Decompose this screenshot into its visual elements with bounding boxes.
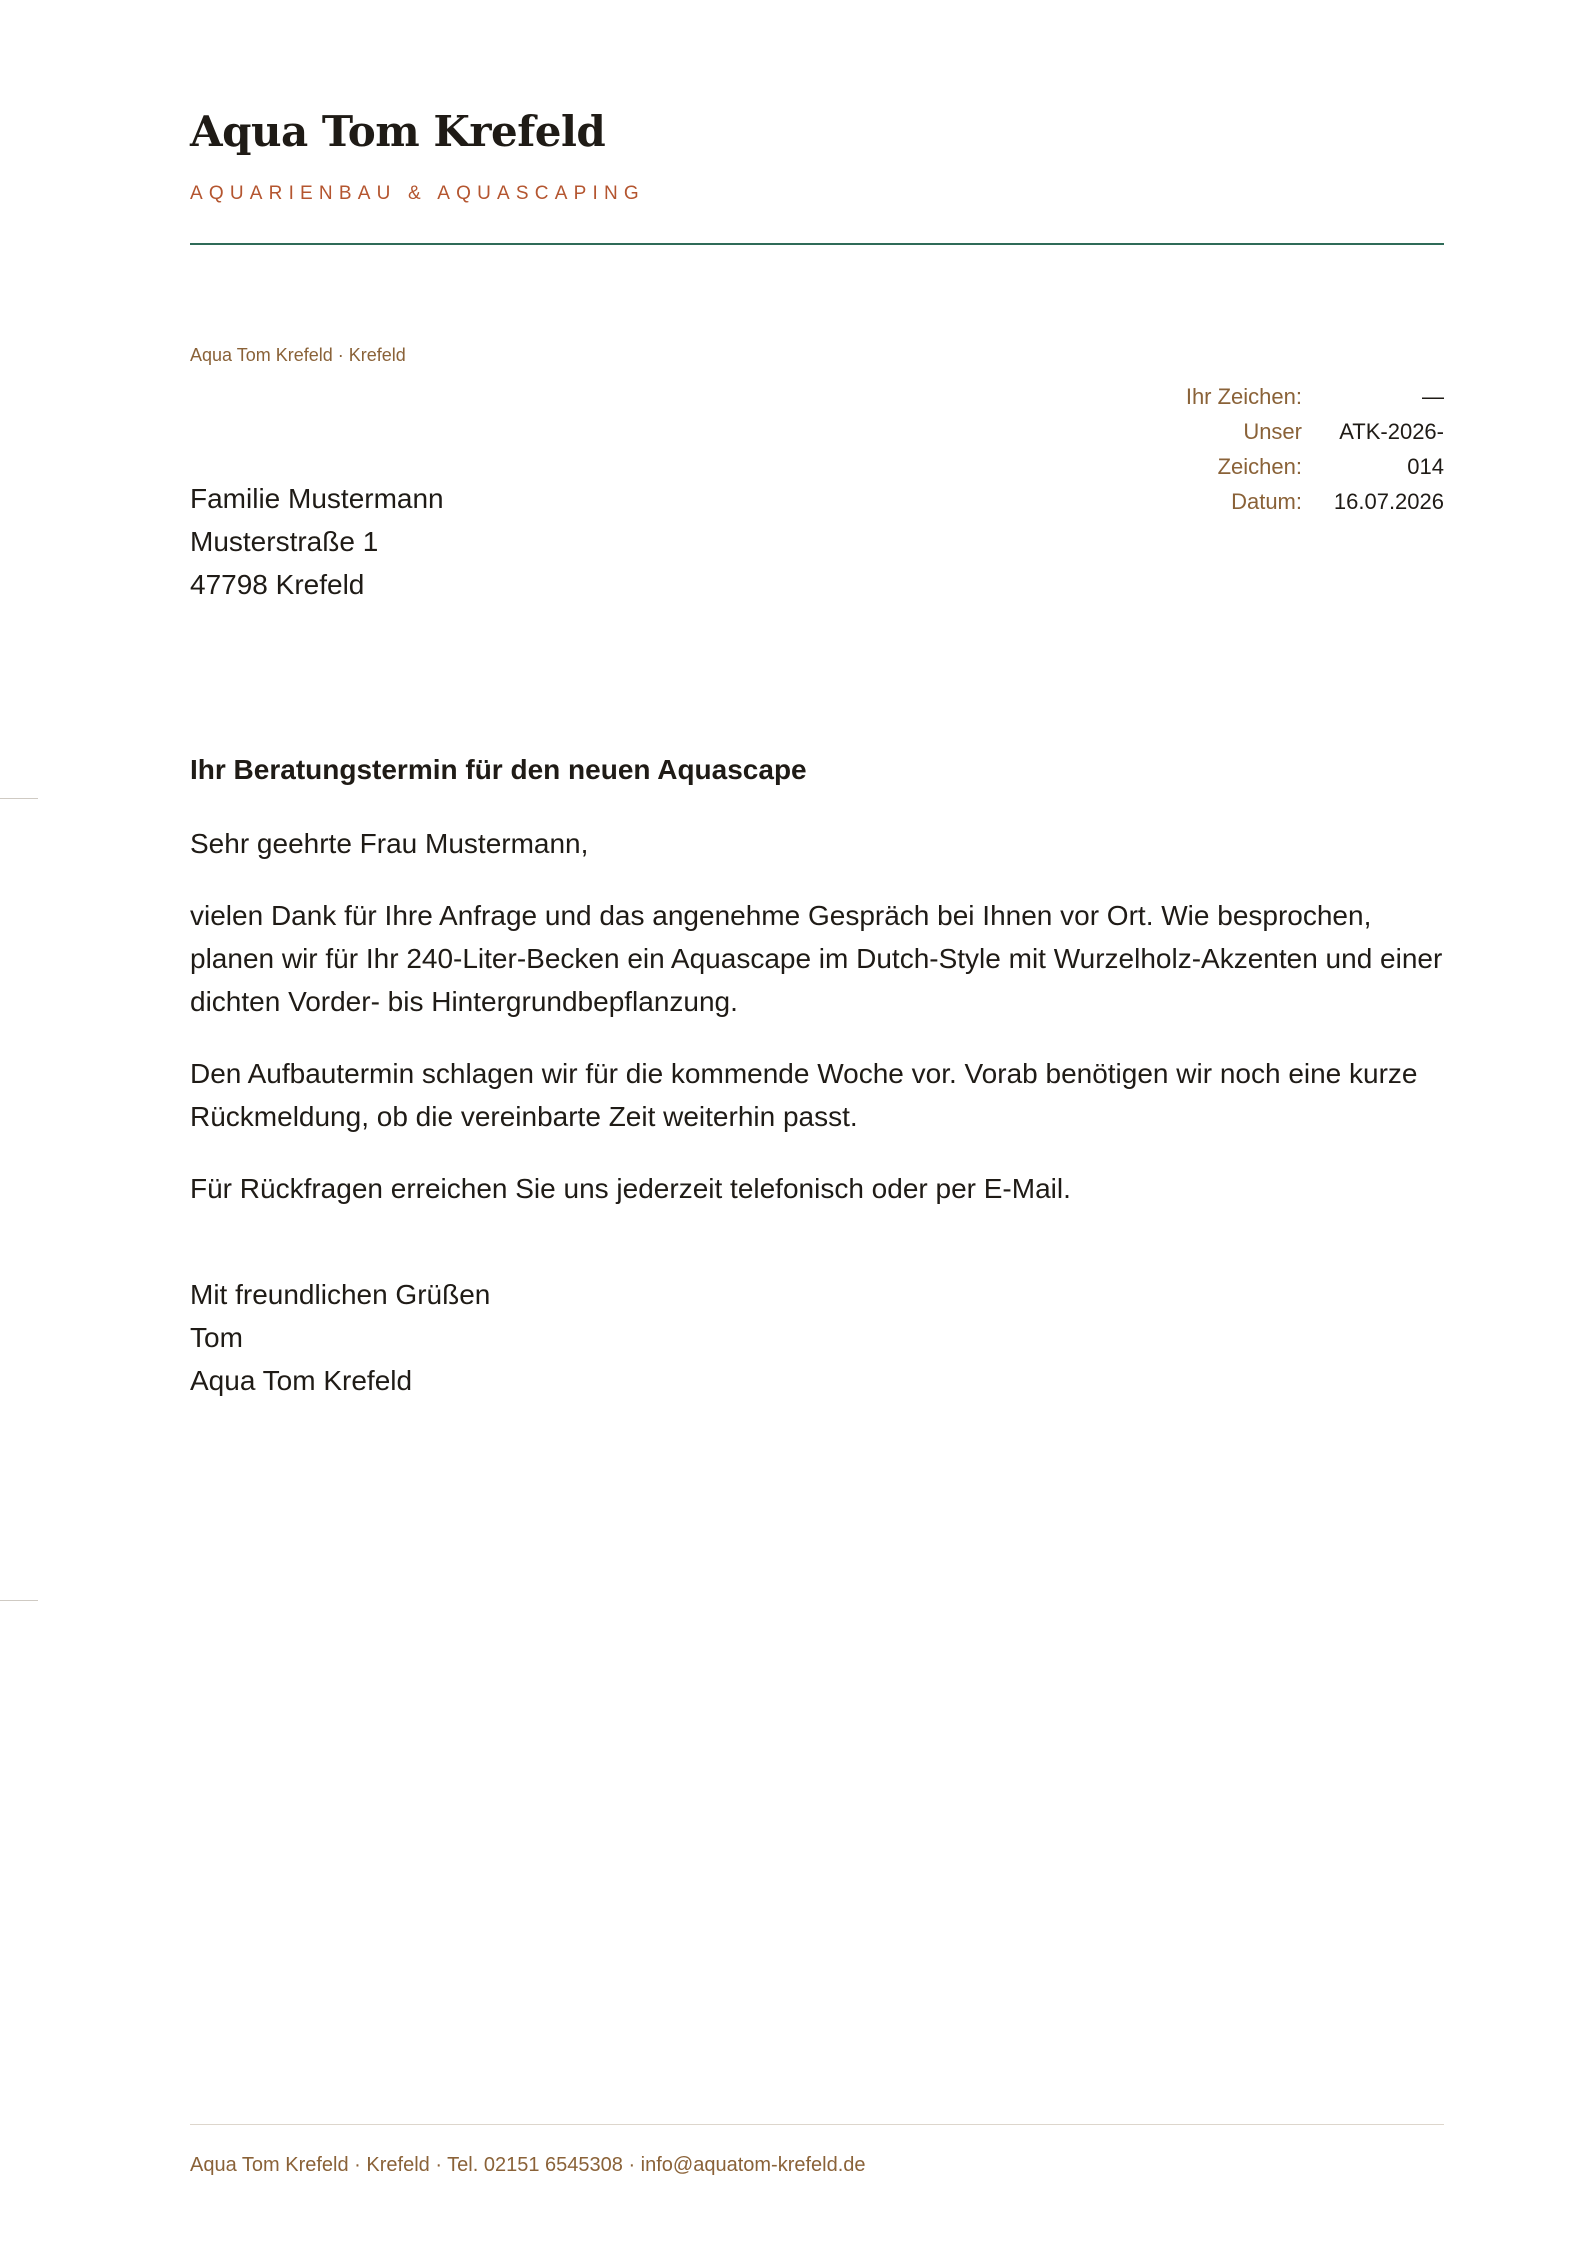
salutation: Sehr geehrte Frau Mustermann, [190,828,589,859]
reference-row-unser-zeichen [1182,414,1444,484]
letter-footer: Aqua Tom Krefeld · Krefeld · Tel. 02151 6545308 · info@aquatom-krefeld.de [190,2154,866,2176]
recipient-address [190,477,444,606]
sender-return-address: Aqua Tom Krefeld · Krefeld [190,345,406,365]
body-paragraph: Den Aufbautermin schlagen wir für die kommende Woche vor. Vorab benötigen wir noch eine kurze Rückmeldung, ob die vereinbarte Zeit weiterhin passt. [190,1058,1418,1132]
body-paragraph: vielen Dank für Ihre Anfrage und das angenehme Gespräch bei Ihnen vor Ort. Wie besprochen, planen wir für Ihr 240-Liter-Becken ein Aquascape im Dutch-Style mit Wurzelholz-Akzenten und einer dichten Vorder- bis Hintergrundbepflanzung. [190,900,1443,1017]
datum-label: Datum: [1231,489,1302,514]
recipient-street: Musterstraße 1 [190,526,379,557]
ihr-zeichen-label: Ihr Zeichen: [1185,384,1302,409]
reference-block [1182,379,1444,519]
letterhead-divider [190,243,1444,245]
closing-company: Aqua Tom Krefeld [190,1365,413,1396]
letter-body [190,822,1444,1239]
unser-zeichen-label: Unser Zeichen: [1217,419,1302,479]
reference-row-ihr-zeichen [1182,379,1444,414]
recipient-city: 47798 Krefeld [190,569,365,600]
reference-table [1182,379,1444,519]
fold-mark-top [0,798,38,799]
company-tagline: AQUARIENBAU & AQUASCAPING [190,183,645,204]
closing-greeting: Mit freundlichen Grüßen [190,1279,491,1310]
letter-closing [190,1273,490,1402]
reference-row-datum [1182,484,1444,519]
footer-divider [190,2124,1444,2125]
letter-subject: Ihr Beratungstermin für den neuen Aquascape [190,754,807,785]
closing-signer: Tom [190,1322,243,1353]
unser-zeichen-value: ATK-2026-014 [1339,419,1444,479]
letterhead [190,104,1444,206]
company-name: Aqua Tom Krefeld [190,107,606,156]
ihr-zeichen-value: — [1422,384,1444,409]
body-paragraph: Für Rückfragen erreichen Sie uns jederzeit telefonisch oder per E-Mail. [190,1173,1071,1204]
recipient-name: Familie Mustermann [190,483,444,514]
datum-value: 16.07.2026 [1333,489,1444,514]
fold-mark-bottom [0,1600,38,1601]
